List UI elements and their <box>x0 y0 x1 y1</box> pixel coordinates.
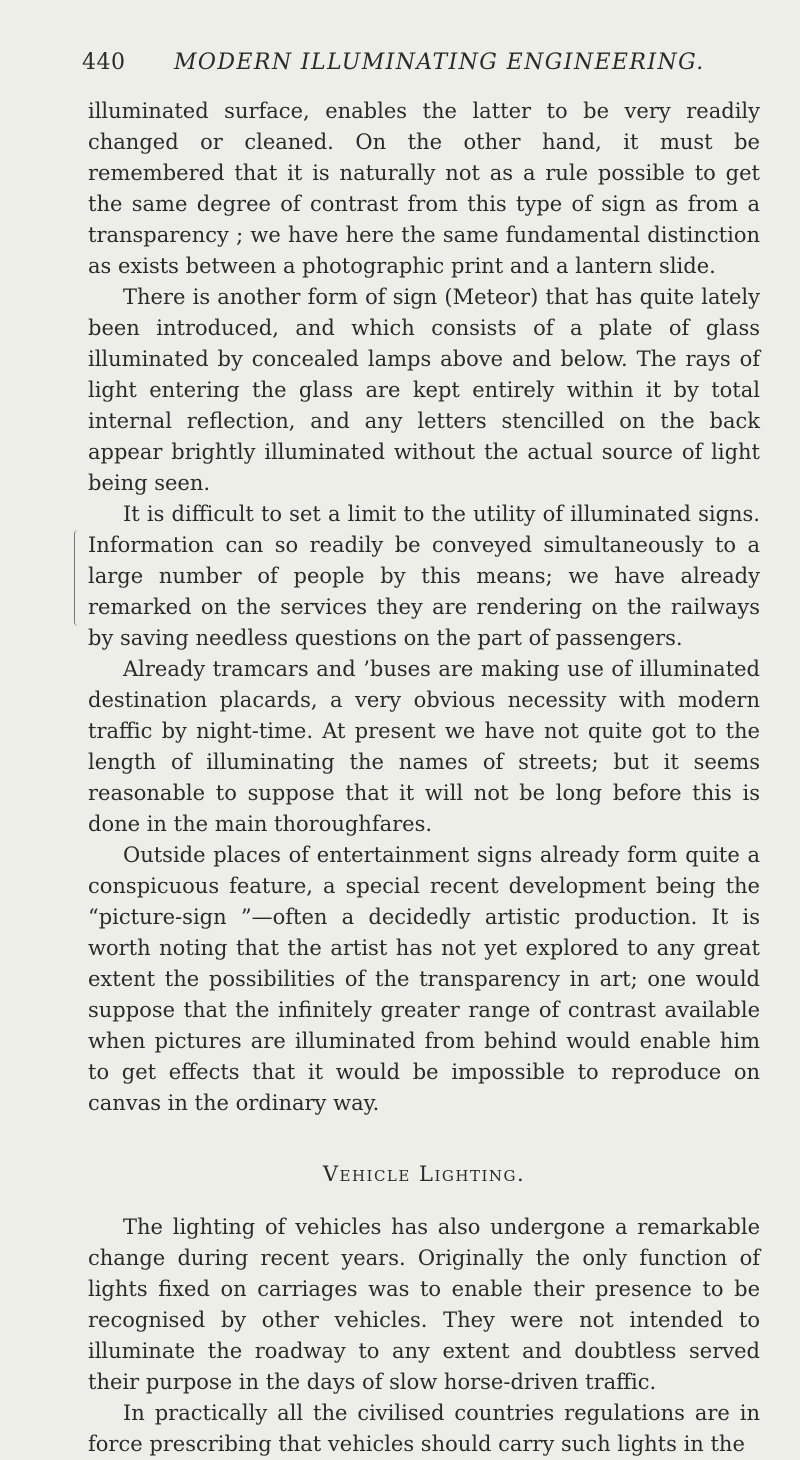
margin-pencil-bracket <box>74 530 83 626</box>
page-number: 440 <box>82 50 126 75</box>
paragraph-continued: illuminated surface, enables the latter to be very readily changed or cleaned. On the other hand, it must be remembered that it is naturally not as a rule possible to get the same degree of contrast from this type of sign as from a transparency ; we have here the same fundamental distinction as exists between a photographic print and a lantern slide. <box>88 99 760 278</box>
paragraph-meteor-sign: There is another form of sign (Meteor) that has quite lately been introduced, and which consists of a plate of glass illuminated by concealed lamps above and below. The rays of light entering the glass are kept entirely within it by total internal reflection, and any letters stencilled on the back appear brightly illuminated without the actual source of light being seen. <box>88 285 760 495</box>
running-head <box>82 50 782 84</box>
paragraph-picture-signs: Outside places of entertainment signs already form quite a conspicuous feature, a special recent development being the “picture-sign ”—often a decidedly artistic production. It is worth noting that the artist has not yet explored to any great extent the possibilities of the transparency in art; one would suppose that the infinitely greater range of contrast available when pictures are illuminated from behind would enable him to get effects that it would be impossible to reproduce on canvas in the ordinary way. <box>88 843 760 1115</box>
body-text <box>88 96 760 1460</box>
book-title: MODERN ILLUMINATING ENGINEERING. <box>174 50 705 75</box>
section-heading-vehicle-lighting: Vehicle Lighting. <box>322 1162 526 1186</box>
paragraph-destination-placards: Already tramcars and ’buses are making use of illuminated destination placards, a very obvious necessity with modern traffic by night-time. At present we have not quite got to the length of illuminating the names of streets; but it seems reasonable to suppose that it will not be long before this is done in the main thoroughfares. <box>88 657 760 836</box>
paragraph-regulations: In practically all the civilised countries regulations are in force prescribing that vehicles should carry such lights in the <box>88 1401 760 1456</box>
paragraph-vehicle-lighting: The lighting of vehicles has also undergone a remarkable change during recent years. Originally the only function of lights fixed on carriages was to enable their presence to be recognised by other vehicles. They were not intended to illuminate the roadway to any extent and doubtless served their purpose in the days of slow horse-driven traffic. <box>88 1215 760 1394</box>
paragraph-utility-of-signs: It is difficult to set a limit to the utility of illuminated signs. Information can so readily be conveyed simultaneously to a large number of people by this means; we have already remarked on the services they are rendering on the railways by saving needless questions on the part of passengers. <box>88 502 760 650</box>
